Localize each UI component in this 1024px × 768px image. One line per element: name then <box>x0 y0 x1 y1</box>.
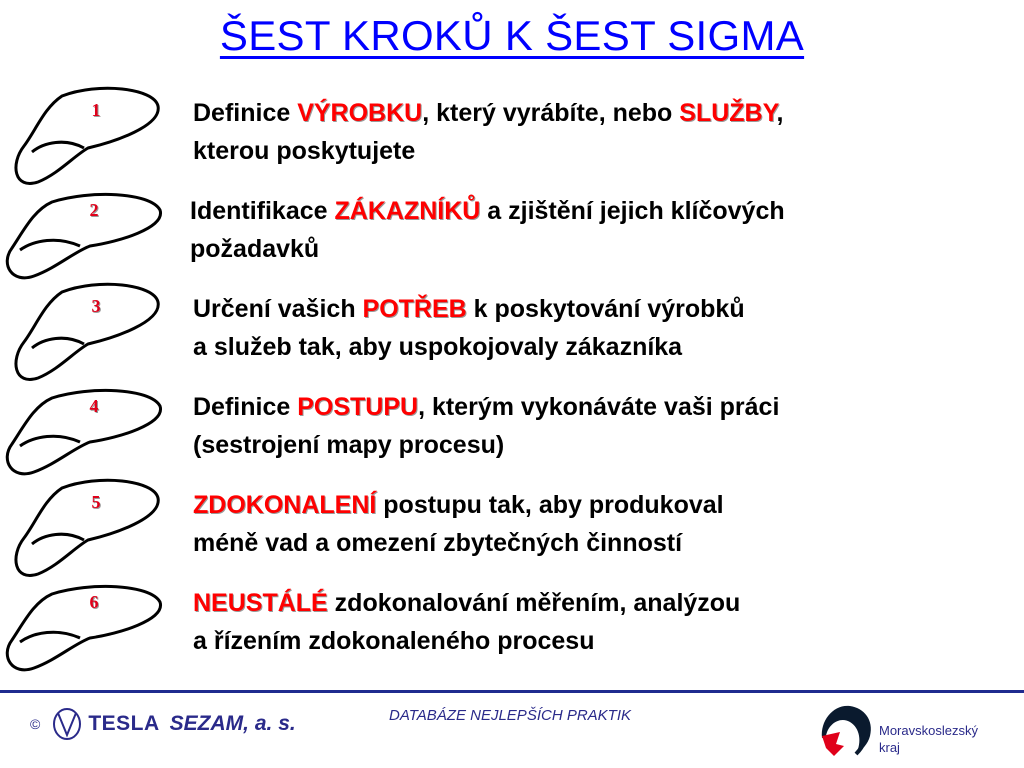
step-description <box>193 388 993 464</box>
step-text-part: Identifikace <box>190 197 335 225</box>
company-brand: TESLA <box>88 712 160 735</box>
step-text-part: , <box>776 99 784 127</box>
step-5 <box>0 478 1024 574</box>
step-text-part: a služeb tak, aby uspokojovaly zákazníka <box>193 333 683 361</box>
step-number: 4 <box>89 396 99 416</box>
step-keyword: POTŘEB <box>362 295 467 323</box>
company-name: SEZAM, a. s. <box>169 712 296 735</box>
step-number: 2 <box>89 200 99 220</box>
step-description <box>190 192 990 268</box>
step-number: 1 <box>91 100 101 120</box>
step-keyword: SLUŽBY <box>679 99 777 127</box>
tesla-logo-icon <box>50 707 84 741</box>
step-keyword: ZÁKAZNÍKŮ <box>334 197 481 225</box>
region-name: Moravskoslezský <box>879 723 978 738</box>
step-6 <box>0 576 1024 672</box>
step-number: 6 <box>89 592 99 612</box>
step-keyword: NEUSTÁLÉ <box>193 589 328 617</box>
step-keyword: POSTUPU <box>297 393 419 421</box>
step-text-part: k poskytování výrobků <box>466 295 745 323</box>
region-logo-text <box>879 722 1009 756</box>
copyright-symbol: © <box>30 716 41 732</box>
step-text-part: (sestrojení mapy procesu) <box>193 431 505 459</box>
step-text-part: požadavků <box>190 235 320 263</box>
step-1 <box>0 86 1024 182</box>
step-text-part: postupu tak, aby produkoval <box>376 491 724 519</box>
step-text-part: méně vad a omezení zbytečných činností <box>193 529 683 557</box>
footprint-icon <box>0 580 166 680</box>
step-text-part: a zjištění jejich klíčových <box>480 197 785 225</box>
step-2 <box>0 184 1024 280</box>
step-text-part: , kterým vykonáváte vaši práci <box>418 393 780 421</box>
region-type: kraj <box>879 740 900 755</box>
step-description <box>193 290 993 366</box>
footprint-icon <box>0 384 166 484</box>
page-title: ŠEST KROKŮ K ŠEST SIGMA <box>219 12 805 59</box>
step-3 <box>0 282 1024 378</box>
step-4 <box>0 380 1024 476</box>
step-text-part: kterou poskytujete <box>193 137 416 165</box>
footer-divider <box>0 690 1024 693</box>
step-number: 5 <box>91 492 101 512</box>
footer-caption: DATABÁZE NEJLEPŠÍCH PRAKTIK <box>389 707 631 724</box>
step-keyword: ZDOKONALENÍ <box>193 491 377 519</box>
step-description <box>193 584 993 660</box>
step-text-part: Určení vašich <box>193 295 363 323</box>
footprint-icon <box>0 188 166 288</box>
company-logo <box>30 706 296 742</box>
step-text-part: zdokonalování měřením, analýzou <box>327 589 741 617</box>
step-text-part: , který vyrábíte, nebo <box>422 99 680 127</box>
step-description <box>193 486 993 562</box>
step-number: 3 <box>91 296 101 316</box>
step-text-part: Definice <box>193 393 298 421</box>
moravskoslezsky-kraj-logo-icon <box>816 698 878 758</box>
step-keyword: VÝROBKU <box>297 99 423 127</box>
step-description <box>193 94 993 170</box>
step-text-part: Definice <box>193 99 298 127</box>
step-text-part: a řízením zdokonaleného procesu <box>193 627 595 655</box>
